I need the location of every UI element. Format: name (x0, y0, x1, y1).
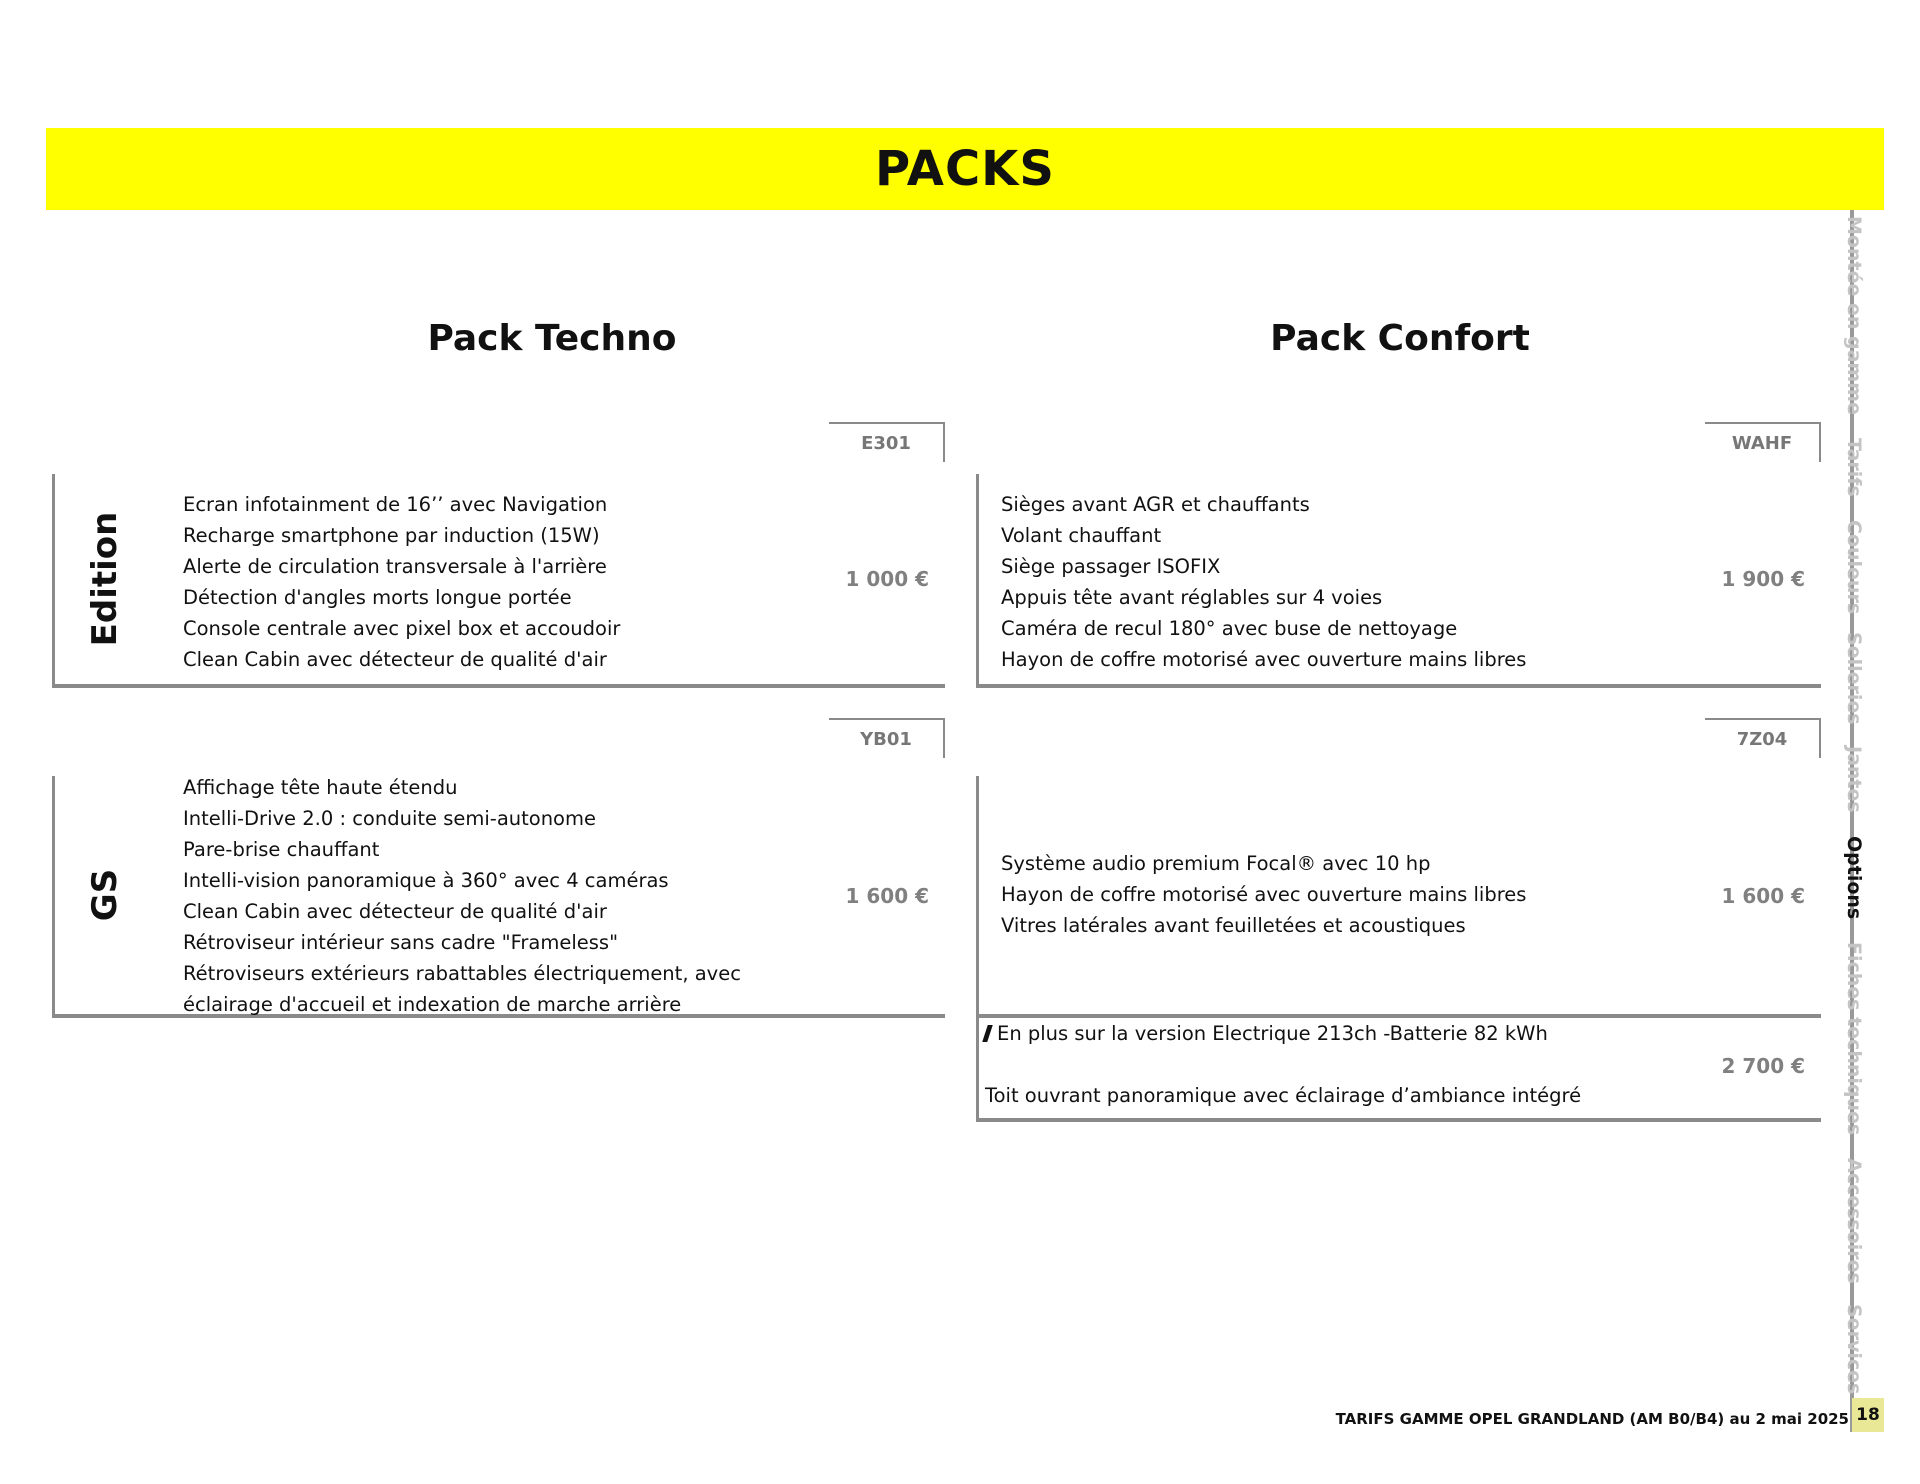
pack-confort-gs-items (1001, 848, 1526, 941)
electric-note: En plus sur la version Electrique 213ch -Batterie 82 kWh (985, 1022, 1548, 1045)
list-item: Caméra de recul 180° avec buse de nettoyage (1001, 617, 1458, 640)
nav-couleurs[interactable]: Couleurs (1843, 520, 1865, 615)
list-item: Intelli-vision panoramique à 360° avec 4 caméras (183, 869, 669, 892)
nav-accessoires[interactable]: Accessoires (1843, 1158, 1865, 1284)
trim-label-gs: GS (85, 868, 125, 922)
pack-techno-title: Pack Techno (427, 318, 677, 359)
pack-techno-edition-items (183, 489, 620, 675)
nav-options[interactable]: Options (1843, 836, 1865, 920)
nav-tarifs[interactable]: Tarifs (1843, 438, 1865, 497)
list-item: Hayon de coffre motorisé avec ouverture mains libres (1001, 648, 1527, 671)
list-item: Clean Cabin avec détecteur de qualité d'air (183, 648, 607, 671)
electric-extra-item: Toit ouvrant panoramique avec éclairage d’ambiance intégré (985, 1084, 1582, 1107)
pack-confort-electric-extra-box (976, 1018, 1821, 1122)
option-code-yb01: YB01 (829, 718, 945, 758)
nav-fiches-techniques[interactable]: Fiches techniques (1843, 942, 1865, 1136)
trim-label-edition: Edition (85, 511, 125, 647)
pack-techno-gs-items (183, 772, 741, 1020)
list-item: Intelli-Drive 2.0 : conduite semi-autonome (183, 807, 596, 830)
nav-selleries[interactable]: Selleries (1843, 632, 1865, 725)
list-item: Console centrale avec pixel box et accoudoir (183, 617, 621, 640)
price-electric-extra: 2 700 € (1721, 1054, 1805, 1078)
page-number: 18 (1852, 1398, 1884, 1432)
nav-services[interactable]: Services (1843, 1304, 1865, 1395)
nav-jantes[interactable]: Jantes (1843, 746, 1865, 813)
list-item: Système audio premium Focal® avec 10 hp (1001, 852, 1431, 875)
slash-icon (982, 1025, 993, 1042)
pack-techno-gs-box (52, 776, 945, 1018)
list-item: Recharge smartphone par induction (15W) (183, 524, 600, 547)
list-item: Détection d'angles morts longue portée (183, 586, 572, 609)
pack-confort-edition-items (1001, 489, 1526, 675)
price-7z04: 1 600 € (1721, 884, 1805, 908)
pack-confort-edition-box (976, 474, 1821, 688)
pack-techno-edition-box (52, 474, 945, 688)
list-item: Rétroviseur intérieur sans cadre "Frameless" (183, 931, 619, 954)
option-code-e301: E301 (829, 422, 945, 462)
list-item: Hayon de coffre motorisé avec ouverture mains libres (1001, 883, 1527, 906)
price-e301: 1 000 € (845, 567, 929, 591)
option-code-7z04: 7Z04 (1705, 718, 1821, 758)
list-item: Siège passager ISOFIX (1001, 555, 1221, 578)
list-item: Sièges avant AGR et chauffants (1001, 493, 1310, 516)
footer-text: TARIFS GAMME OPEL GRANDLAND (AM B0/B4) au 2 mai 2025 (1335, 1410, 1849, 1428)
list-item: Clean Cabin avec détecteur de qualité d'air (183, 900, 607, 923)
price-yb01: 1 600 € (845, 884, 929, 908)
list-item: Rétroviseurs extérieurs rabattables électriquement, avec (183, 962, 741, 985)
list-item: Volant chauffant (1001, 524, 1162, 547)
pack-confort-title: Pack Confort (1270, 318, 1530, 359)
list-item: Ecran infotainment de 16’’ avec Navigation (183, 493, 608, 516)
list-item: Alerte de circulation transversale à l'arrière (183, 555, 607, 578)
pack-confort-gs-box (976, 776, 1821, 1018)
header-banner (46, 128, 1884, 210)
list-item: éclairage d'accueil et indexation de marche arrière (183, 993, 682, 1016)
nav-montee-en-gamme[interactable]: Montée en gamme (1843, 216, 1865, 415)
list-item: Appuis tête avant réglables sur 4 voies (1001, 586, 1383, 609)
option-code-wahf: WAHF (1705, 422, 1821, 462)
list-item: Affichage tête haute étendu (183, 776, 458, 799)
page-title: PACKS (875, 141, 1055, 197)
list-item: Vitres latérales avant feuilletées et acoustiques (1001, 914, 1466, 937)
list-item: Pare-brise chauffant (183, 838, 380, 861)
price-wahf: 1 900 € (1721, 567, 1805, 591)
